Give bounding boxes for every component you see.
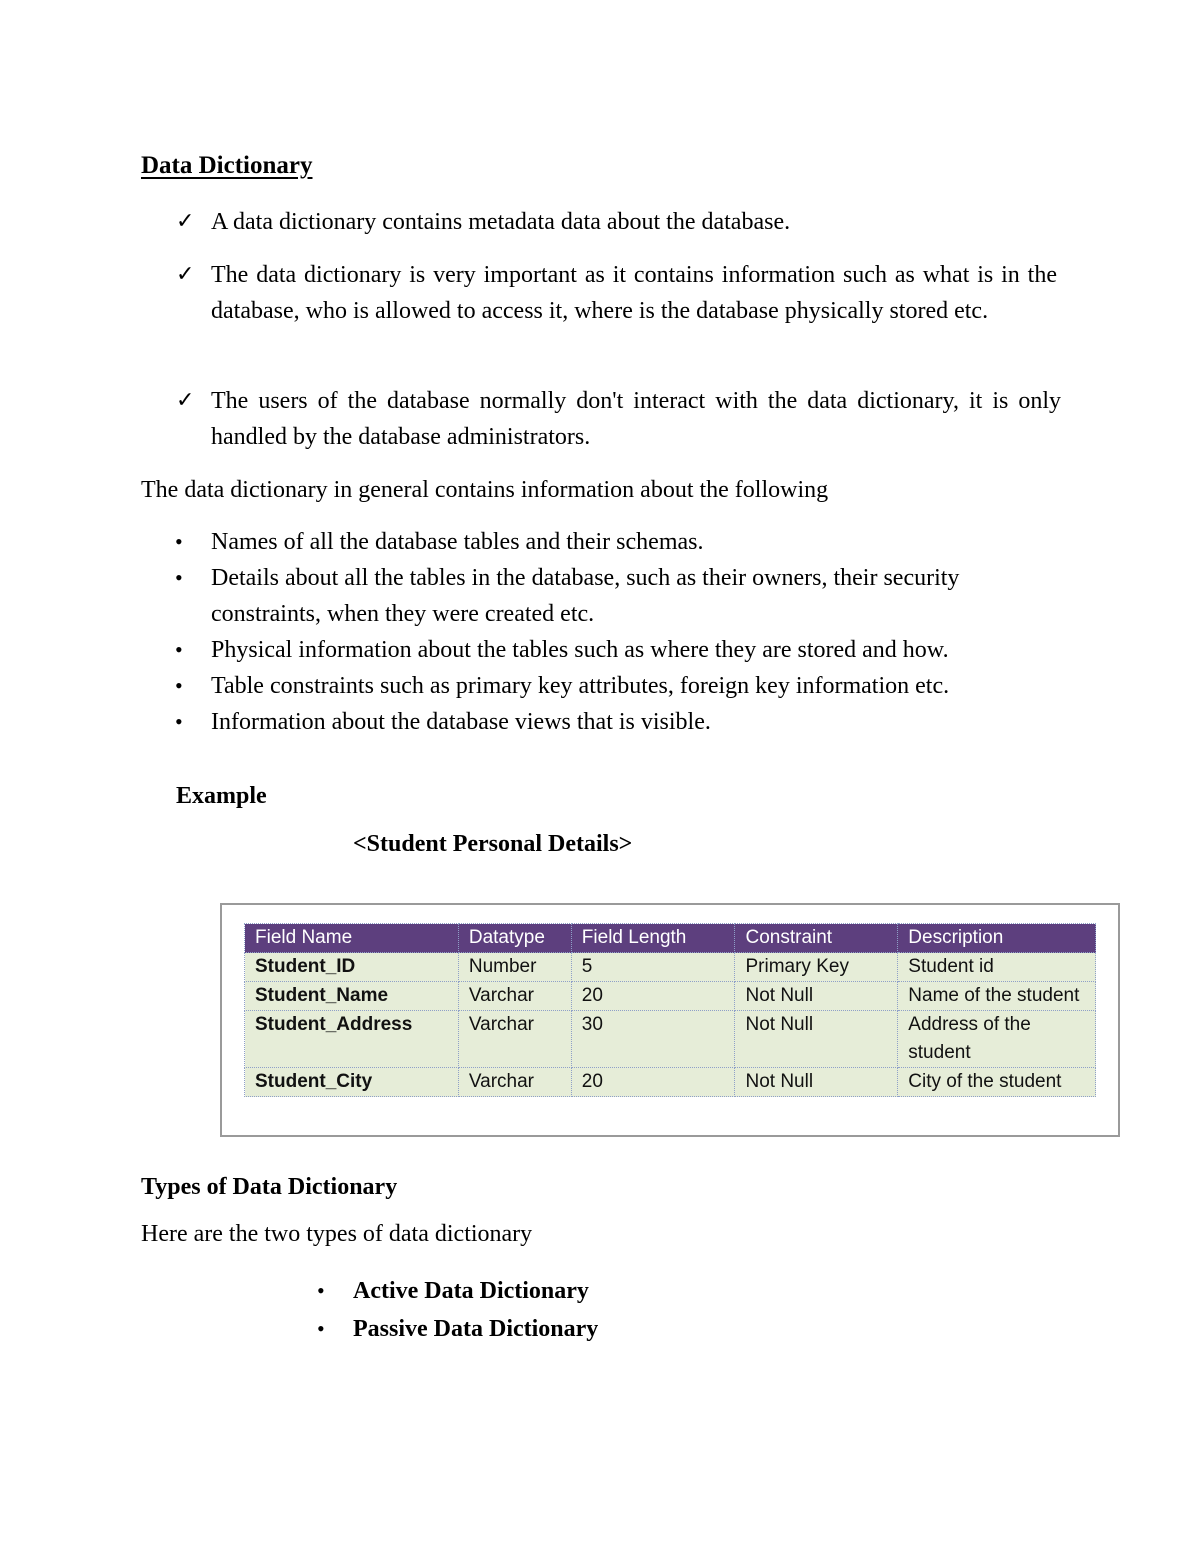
table-row: [245, 1011, 1096, 1068]
example-label: Example: [176, 783, 267, 809]
bullet-item-text: Physical information about the tables such as where they are stored and how.: [211, 637, 949, 663]
bullet-icon: •: [175, 673, 183, 698]
table-header-cell: Field Length: [571, 924, 735, 953]
bullet-item-text: Names of all the database tables and their schemas.: [211, 529, 704, 555]
page-title: Data Dictionary: [141, 152, 313, 179]
table-cell: 20: [571, 1068, 735, 1097]
check-mark-icon: ✓: [176, 209, 195, 234]
table-title: <Student Personal Details>: [353, 831, 633, 857]
table-cell: Name of the student: [898, 982, 1096, 1011]
bullet-icon: •: [175, 637, 183, 662]
intro-text: The data dictionary in general contains information about the following: [141, 477, 829, 503]
table-cell: 30: [571, 1011, 735, 1068]
table-row: [245, 1068, 1096, 1097]
table-row: [245, 953, 1096, 982]
table-cell: Not Null: [735, 982, 898, 1011]
bullet-item-text: Details about all the tables in the database, such as their owners, their security constraints, when they were created etc.: [211, 565, 960, 627]
bullet-icon: •: [175, 529, 183, 554]
check-mark-icon: ✓: [176, 262, 195, 287]
table-header-row: [245, 924, 1096, 953]
table-cell: Number: [458, 953, 571, 982]
table-cell: 5: [571, 953, 735, 982]
bullet-item: [175, 668, 1071, 704]
check-item: [176, 383, 1061, 455]
types-item-text: Active Data Dictionary: [353, 1278, 589, 1304]
table-row: [245, 982, 1096, 1011]
table-cell: Student_Name: [245, 982, 459, 1011]
table-cell: Student_Address: [245, 1011, 459, 1068]
table-cell: Student id: [898, 953, 1096, 982]
table-cell: Student_ID: [245, 953, 459, 982]
bullet-item: [175, 632, 1071, 668]
example-table-frame: [220, 903, 1120, 1137]
bullet-icon: •: [175, 565, 183, 590]
table-header-cell: Datatype: [458, 924, 571, 953]
check-item-text: The users of the database normally don't interact with the data dictionary, it is only handled by the database administrators.: [211, 388, 1061, 450]
table-cell: Not Null: [735, 1011, 898, 1068]
bullet-item: [175, 704, 1071, 740]
table-cell: City of the student: [898, 1068, 1096, 1097]
table-cell: Varchar: [458, 1068, 571, 1097]
bullet-icon: •: [175, 709, 183, 734]
table-cell: Address of the student: [898, 1011, 1096, 1068]
table-cell: 20: [571, 982, 735, 1011]
types-list: [317, 1272, 853, 1348]
check-item-text: A data dictionary contains metadata data about the database.: [211, 209, 791, 235]
table-cell: Student_City: [245, 1068, 459, 1097]
table-header-cell: Description: [898, 924, 1096, 953]
table-header-cell: Field Name: [245, 924, 459, 953]
table-header-cell: Constraint: [735, 924, 898, 953]
types-item: [317, 1310, 853, 1348]
check-item: [176, 257, 1057, 329]
check-item-text: The data dictionary is very important as it contains information such as what is in the database, who is allowed to access it, where is the database physically stored etc.: [211, 262, 1057, 324]
bullet-item: [175, 524, 1071, 560]
bullet-item: [175, 560, 991, 632]
table-cell: Varchar: [458, 982, 571, 1011]
types-heading: Types of Data Dictionary: [141, 1174, 398, 1200]
table-cell: Primary Key: [735, 953, 898, 982]
table-cell: Not Null: [735, 1068, 898, 1097]
types-intro: Here are the two types of data dictionary: [141, 1221, 533, 1247]
bullet-icon: •: [317, 1316, 325, 1341]
check-list: [176, 204, 1061, 450]
bullet-list: [175, 524, 1071, 740]
bullet-item-text: Information about the database views that is visible.: [211, 709, 711, 735]
table-cell: Varchar: [458, 1011, 571, 1068]
check-mark-icon: ✓: [176, 388, 195, 413]
types-item: [317, 1272, 853, 1310]
bullet-item-text: Table constraints such as primary key attributes, foreign key information etc.: [211, 673, 950, 699]
check-item: [176, 204, 1057, 240]
types-item-text: Passive Data Dictionary: [353, 1316, 599, 1342]
bullet-icon: •: [317, 1278, 325, 1303]
data-dictionary-table: [244, 923, 1096, 1097]
